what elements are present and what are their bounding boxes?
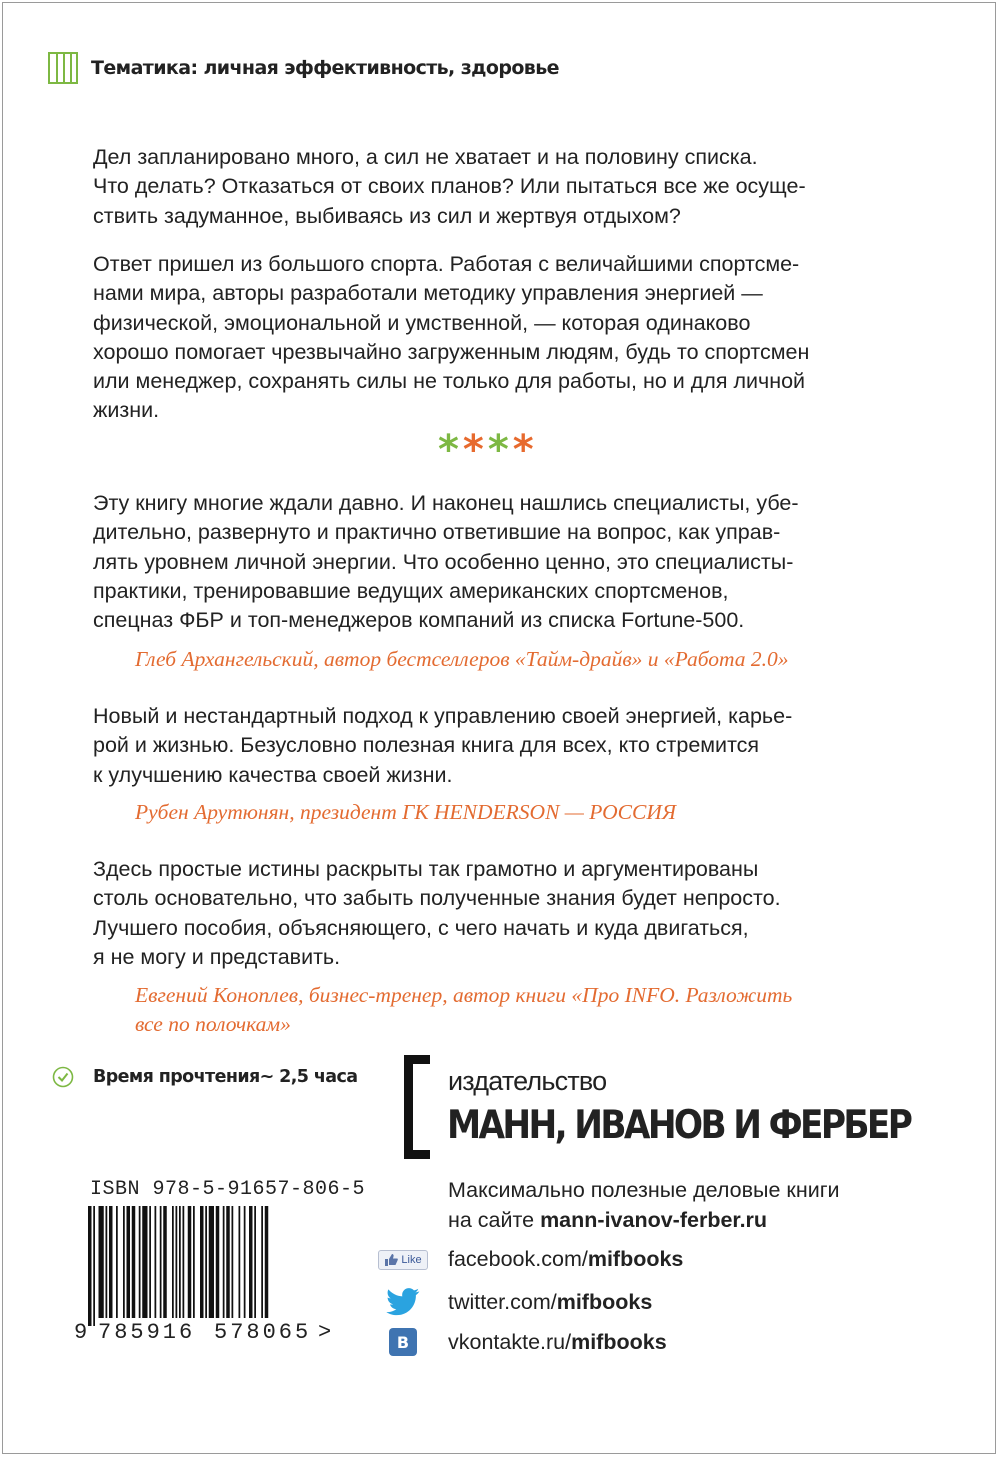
text-line: лять уровнем личной энергии. Что особенно ценно, это специалисты- [93,549,794,574]
text-line: физической, эмоциональной и умственной, — которая одинаково [93,310,751,335]
text-line: спецназ ФБР и топ-менеджеров компаний из списка Fortune-500. [93,608,745,633]
author-line: Рубен Арутюнян, президент ГК HENDERSON — РОССИЯ [135,800,676,824]
text-line: хорошо помогает чрезвычайно загруженным людям, будь то спортсмен [93,339,810,364]
text-line: ствить задуманное, выбиваясь из сил и жертвуя отдыхом? [93,203,681,228]
star-orange: * [512,427,538,473]
barcode-bar [183,1206,185,1318]
vkontakte-row[interactable] [372,1328,667,1356]
review-1-text [93,489,893,635]
publisher-label: издательство [448,1066,607,1096]
barcode-bar [188,1206,192,1318]
topic-label: Тематика: личная эффективность, здоровье [91,57,559,79]
author-line: Глеб Архангельский, автор бестселлеров «Тайм-драйв» и «Работа 2.0» [135,647,789,671]
topic-line [48,52,559,84]
text-line: столь основательно, что забыть полученные знания будет непросто. [93,886,781,911]
twitter-link[interactable] [448,1290,652,1315]
barcode-bar [109,1206,113,1318]
barcode-bar [160,1206,162,1318]
publisher-bracket [404,1055,430,1159]
review-2-author [135,798,895,827]
text-line: я не могу и представить. [93,944,341,969]
site-prefix: на сайте [448,1208,541,1232]
facebook-row[interactable] [372,1247,683,1272]
barcode-bar [223,1206,225,1318]
text-line: Здесь простые истины раскрыты так грамотно и аргументированы [93,857,759,881]
barcode-bar [179,1206,181,1318]
vk-icon [389,1328,417,1356]
barcode-bar [261,1206,263,1318]
text-line: дительно, развернуто и практично ответившие на вопрос, как управ- [93,520,781,545]
barcode-bar [93,1206,95,1326]
vk-handle: mifbooks [571,1329,667,1354]
barcode [88,1206,320,1326]
barcode-bar [163,1206,167,1318]
star-divider [438,427,538,473]
vkontakte-link[interactable] [448,1330,667,1355]
star-green: * [487,427,513,473]
facebook-prefix: facebook.com/ [448,1247,588,1271]
barcode-bar [132,1206,136,1318]
barcode-bar [254,1206,256,1318]
barcode-bar [176,1206,178,1318]
publisher-description [448,1175,968,1235]
barcode-bar [244,1206,246,1318]
publisher-site-line [448,1205,968,1235]
text-line: Дел запланировано много, а сил не хватает и на половину списка. [93,145,758,169]
facebook-link[interactable] [448,1247,683,1272]
barcode-bar [139,1206,141,1318]
reading-time-label: Время прочтения~ 2,5 часа [93,1067,358,1087]
barcode-bar [205,1206,207,1318]
publisher-site-link[interactable]: mann-ivanov-ferber.ru [540,1208,768,1232]
thumbs-up-icon [384,1253,398,1266]
text-line: Что делать? Отказаться от своих планов? Или пытаться все же осуще- [93,174,806,199]
books-icon [48,52,78,84]
barcode-bar [249,1206,253,1318]
review-3-text [93,855,893,972]
barcode-bar [265,1206,269,1318]
text-line: или менеджер, сохранять силы не только для работы, но и для личной [93,369,806,394]
barcode-bar [99,1206,104,1318]
barcode-bar [142,1206,147,1318]
intro-paragraph-2 [93,250,893,426]
barcode-bar [226,1206,230,1318]
barcode-right-digits: 578065 [214,1320,312,1345]
publisher-desc-line: Максимально полезные деловые книги [448,1178,840,1202]
isbn-label: ISBN 978-5-91657-806-5 [90,1178,366,1201]
barcode-bar [209,1206,214,1318]
barcode-bar [155,1206,157,1318]
text-line: нами мира, авторы разработали методику управления энергией — [93,281,763,306]
star-green: * [438,427,463,473]
review-2-text [93,702,893,790]
text-line: Ответ пришел из большого спорта. Работая с величайшими спортсме- [93,252,800,276]
star-orange: * [462,427,488,473]
barcode-bar [239,1206,241,1318]
barcode-first-digit: 9 [74,1320,88,1345]
barcode-bar [172,1206,174,1318]
barcode-bar [232,1206,234,1318]
barcode-bar [216,1206,220,1318]
barcode-bar [123,1206,125,1318]
review-3-author [135,981,895,1039]
text-line: рой и жизнью. Безусловно полезная книга для всех, кто стремится [93,733,760,758]
text-line: Новый и нестандартный подход к управлению своей энергией, карье- [93,704,793,728]
barcode-bar [116,1206,118,1318]
text-line: к улучшению качества своей жизни. [93,762,453,787]
review-1-author [135,645,895,674]
barcode-bar [127,1206,131,1318]
intro-paragraph-1 [93,143,893,231]
reading-time [52,1066,357,1088]
vk-letter: B [396,1332,410,1352]
twitter-bird-icon [386,1288,420,1316]
barcode-bar [200,1206,204,1318]
check-circle-icon [52,1066,74,1088]
barcode-marker: > [318,1320,332,1345]
facebook-like-icon [378,1250,427,1270]
author-line: все по полочкам» [135,1012,291,1036]
barcode-bar [149,1206,151,1318]
like-label: Like [401,1253,422,1266]
twitter-handle: mifbooks [556,1289,653,1314]
twitter-row[interactable] [372,1288,652,1316]
text-line: практики, тренировавшие ведущих американских спортсменов, [93,578,729,603]
text-line: жизни. [93,398,160,423]
barcode-bar [88,1206,92,1326]
publisher-name: МАНН, ИВАНОВ И ФЕРБЕР [447,1103,911,1148]
vk-prefix: vkontakte.ru/ [448,1329,572,1354]
text-line: Эту книгу многие ждали давно. И наконец нашлись специалисты, убе- [93,491,799,515]
author-line: Евгений Коноплев, бизнес-тренер, автор книги «Про INFO. Разложить [135,983,793,1007]
barcode-bar [106,1206,108,1318]
barcode-left-digits: 785916 [98,1320,196,1345]
barcode-bar [193,1206,195,1318]
twitter-prefix: twitter.com/ [448,1289,557,1314]
text-line: Лучшего пособия, объясняющего, с чего начать и куда двигаться, [93,915,749,940]
facebook-handle: mifbooks [587,1247,684,1271]
